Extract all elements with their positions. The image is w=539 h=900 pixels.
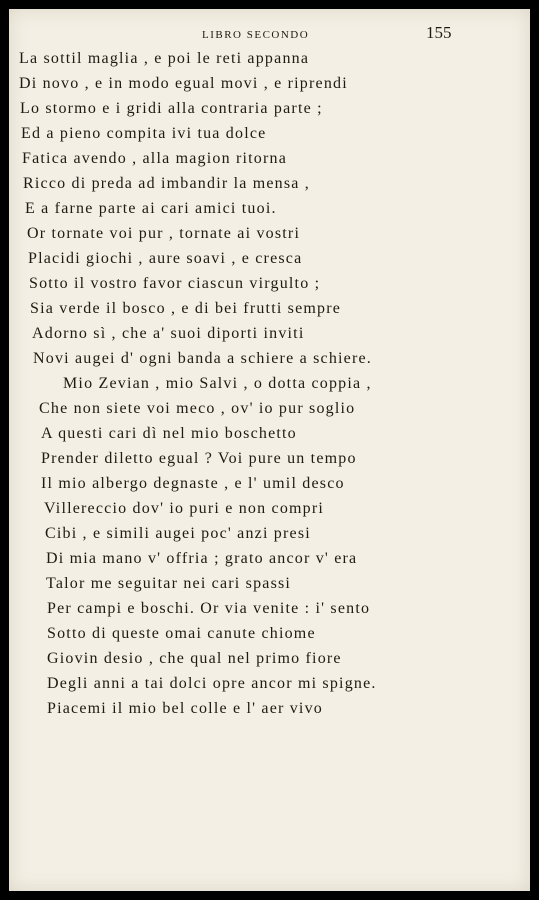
verse-line: Or tornate voi pur , tornate ai vostri: [27, 225, 301, 242]
verse-line: La sottil maglia , e poi le reti appanna: [19, 50, 310, 67]
verse-line: Sia verde il bosco , e di bei frutti sempre: [30, 300, 342, 317]
verse-line: Sotto il vostro favor ciascun virgulto ;: [29, 275, 321, 292]
verse-line: Fatica avendo , alla magion ritorna: [22, 150, 288, 167]
verse-line: Novi augei d' ogni banda a schiere a schiere.: [33, 350, 372, 367]
verse-line: Villereccio dov' io puri e non compri: [44, 500, 325, 517]
page-number: 155: [426, 23, 452, 42]
verse-line: Il mio albergo degnaste , e l' umil desco: [41, 475, 345, 492]
verse-line: Per campi e boschi. Or via venite : i' sento: [47, 600, 371, 617]
verse-line: Di novo , e in modo egual movi , e riprendi: [19, 75, 348, 92]
verse-line: Sotto di queste omai canute chiome: [47, 625, 316, 642]
verse-line: Talor me seguitar nei cari spassi: [46, 575, 292, 592]
verse-line: E a farne parte ai cari amici tuoi.: [25, 200, 277, 217]
verse-line: Cibi , e simili augei poc' anzi presi: [45, 525, 311, 542]
book-page: [9, 9, 530, 891]
verse-line: Prender diletto egual ? Voi pure un tempo: [41, 450, 357, 467]
verse-line: Di mia mano v' offria ; grato ancor v' era: [46, 550, 358, 567]
running-head: [9, 23, 530, 43]
verse-line: Adorno sì , che a' suoi diporti inviti: [32, 325, 305, 342]
verse-line: Giovin desio , che qual nel primo fiore: [47, 650, 342, 667]
running-head-title: LIBRO SECONDO: [202, 29, 310, 41]
verse-line: Mio Zevian , mio Salvi , o dotta coppia ,: [63, 375, 372, 392]
verse-line: Degli anni a tai dolci opre ancor mi spigne.: [47, 675, 377, 692]
verse-line: Placidi giochi , aure soavi , e cresca: [28, 250, 303, 267]
verse-line: Ed a pieno compita ivi tua dolce: [21, 125, 267, 142]
verse-line: Che non siete voi meco , ov' io pur soglio: [39, 400, 356, 417]
verse-line: Piacemi il mio bel colle e l' aer vivo: [47, 700, 323, 717]
verse-line: Ricco di preda ad imbandir la mensa ,: [23, 175, 310, 192]
verse-line: Lo stormo e i gridi alla contraria parte ;: [20, 100, 323, 117]
verse-line: A questi cari dì nel mio boschetto: [41, 425, 297, 442]
